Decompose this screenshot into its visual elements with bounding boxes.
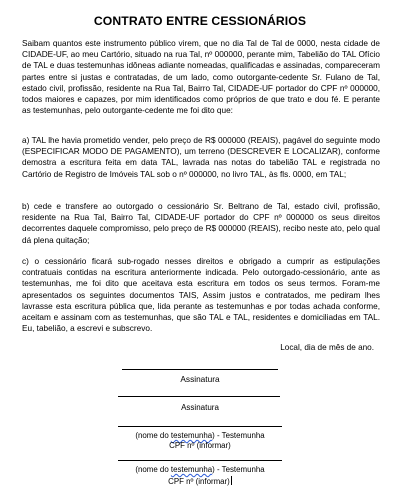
signature-label-2: Assinatura: [181, 403, 219, 412]
witness-name-word: testemunha: [170, 465, 213, 474]
witness-name-prefix: (nome do: [135, 431, 171, 440]
paragraph-intro: Saibam quantos este instrumento público virem, que no dia Tal de Tal de 0000, nesta cidade de CIDADE-UF, ao meu Cartório, situado na rua Tal, nº 000000, perante mim, Tabelião do TAL Ofício de TAL e duas testemunhas idôneas adiante nomeadas, qualificadas e assinadas, compareceram partes entre si justas e contratadas, de um lado, como outorgante-cedente Sr. Fulano de Tal, estado civil, profissão, residente na Rua Tal, Bairro Tal, CIDADE-UF portador do CPF nº 000000, todos maiores e capazes, por mim identificados como próprios de que trato e dou fé. E perante as testemunhas, pelo outorgante-cedente me foi dito que:: [22, 39, 380, 116]
signature-line-2: [118, 396, 280, 397]
witness-line-1: [118, 426, 282, 427]
paragraph-a: a) TAL lhe havia prometido vender, pelo preço de R$ 000000 (REAIS), pagável do seguinte modo (ESPECIFICAR MODO DE PAGAMENTO), um terreno (DESCREVER E LOCALIZAR), conforme demostra a escritura feita em data TAL, lavrada nas notas do tabelião TAL e registrada no Cartório de Registro de Imóveis TAL sob o nº 000000, no livro TAL, às fls. 0000, em TAL;: [22, 136, 380, 179]
witness-name-1: [0, 431, 400, 441]
paragraph-c: c) o cessionário ficará sub-rogado nesses direitos e obrigado a cumprir as estipulações contratuais contidas na escritura anteriormente indicada. Pelo outorgado-cessionário, ante as testemunhas, me foi dito que aceitava esta escritura em todos os seus termos. Foram-me apresentados os seguintes documentos TAIS, Assim justos e contratados, me pediram lhes lavrasse esta escritura pública que, lida perante as testemunhas e por todas achada conforme, aceitam e assinam com as testemunhas, que são TAL e TAL, residentes e domiciliadas em TAL. Eu, tabelião, a escrevi e subscrevo.: [22, 257, 380, 334]
paragraph-b: b) cede e transfere ao outorgado o cessionário Sr. Beltrano de Tal, estado civil, profissão, residente na Rua Tal, Bairro Tal, CIDADE-UF portador do CPF nº 000000 os seus direitos decorrentes daquele compromisso, pelo preço de R$ 000000 (REAIS), recibo neste ato, pelo qual dá plena quitação;: [22, 202, 380, 245]
witness-name-suffix: ) - Testemunha: [212, 431, 265, 440]
document-title: CONTRATO ENTRE CESSIONÁRIOS: [93, 14, 307, 28]
witness-cpf-text: CPF nº (informar): [168, 477, 230, 486]
witness-line-2: [118, 460, 282, 461]
witness-cpf-2: [0, 476, 400, 487]
witness-name-prefix: (nome do: [135, 465, 171, 474]
text-cursor: [231, 476, 232, 485]
witness-name-2: [0, 465, 400, 475]
signature-line-1: [122, 369, 278, 370]
witness-name-suffix: ) - Testemunha: [212, 465, 265, 474]
place-date: Local, dia de mês de ano.: [280, 343, 374, 352]
signature-label-1: Assinatura: [180, 374, 220, 384]
witness-name-word: testemunha: [170, 431, 213, 440]
witness-cpf-1: CPF nº (informar): [169, 441, 231, 450]
